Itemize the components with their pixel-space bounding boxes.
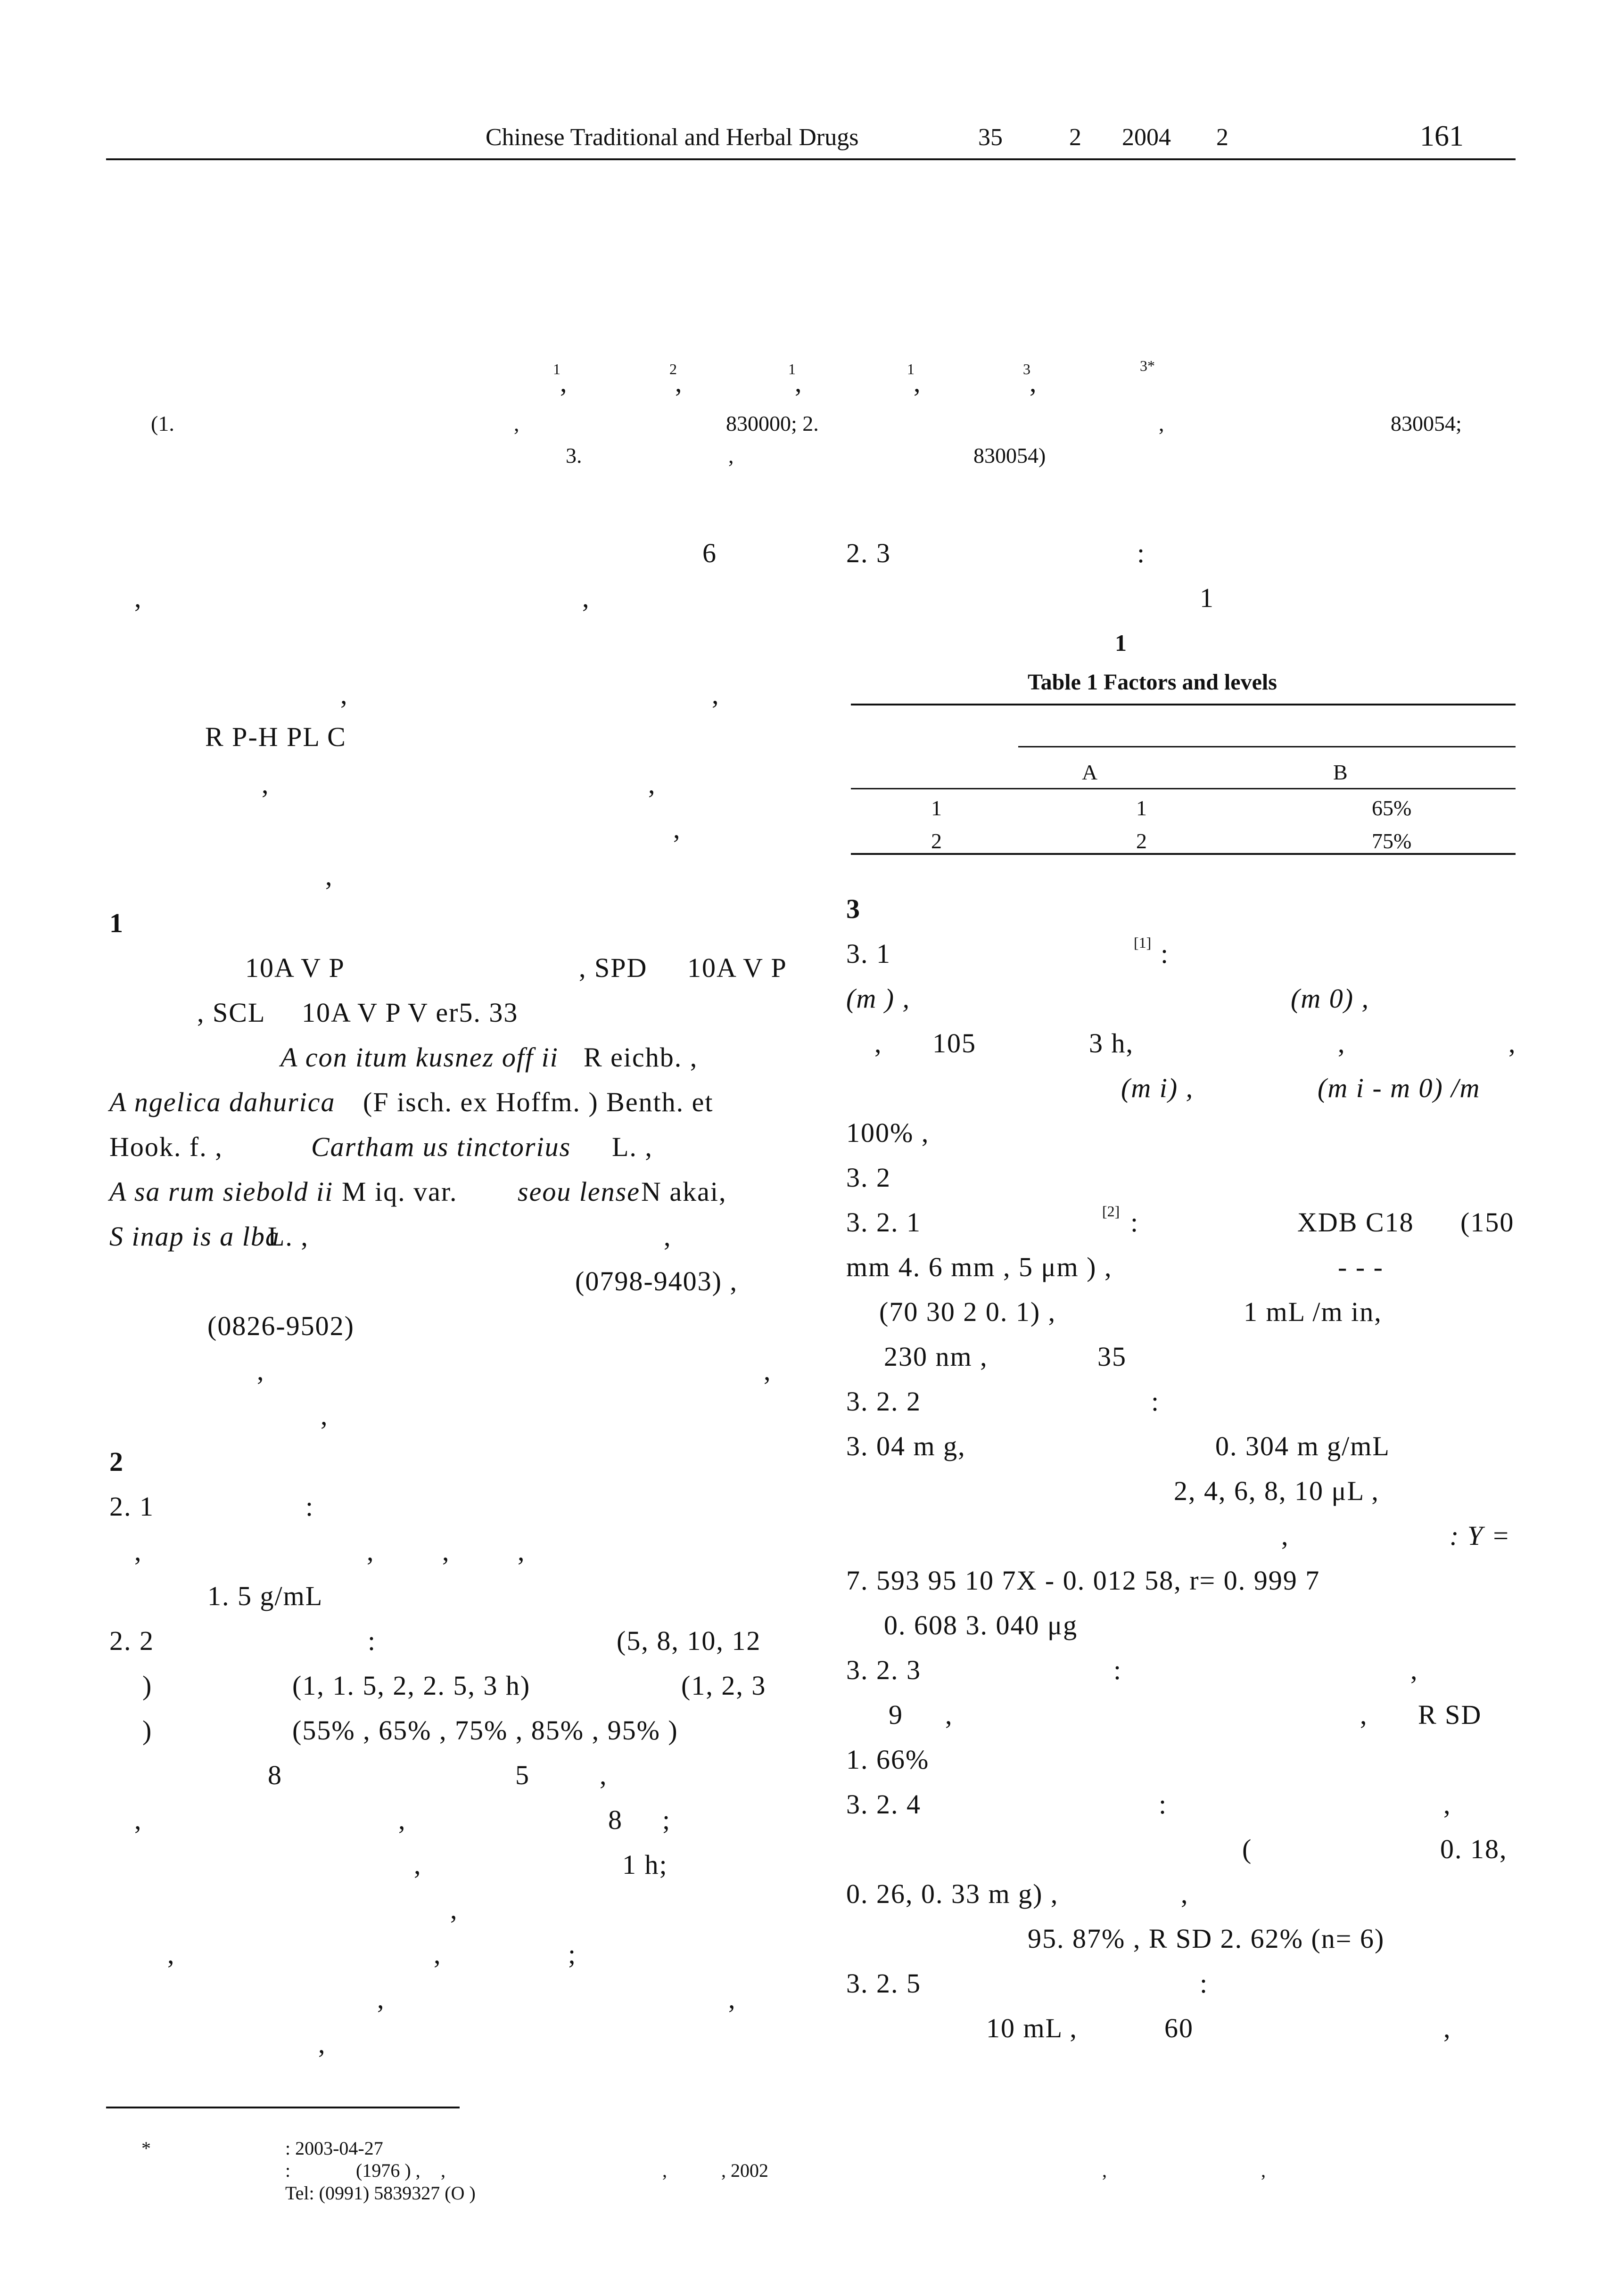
- footnote-bio: , 2002: [721, 2160, 768, 2181]
- text-comma: ,: [764, 1355, 772, 1386]
- species-name: seou lense: [518, 1176, 640, 1207]
- text-comma: ,: [518, 1536, 526, 1566]
- instrument-line: 10A V P V er5. 33: [302, 997, 519, 1028]
- regression-lead: : Y =: [1450, 1520, 1511, 1551]
- affil-1-open: (1.: [151, 411, 174, 435]
- author-sup-3: 1: [788, 361, 796, 377]
- text-comma: ,: [450, 1894, 458, 1925]
- text-comma: ,: [167, 1939, 175, 1969]
- affil-2-postcode: 830054;: [1391, 411, 1462, 435]
- time-value: 60: [1164, 2013, 1194, 2043]
- species-name: S inap is a lba: [109, 1221, 280, 1252]
- instrument-line: , SCL: [197, 997, 266, 1028]
- author-sup-2: 2: [669, 361, 677, 377]
- section-2-2-num: 2. 2: [109, 1625, 154, 1656]
- temperature-value: 105: [932, 1028, 976, 1058]
- author-sup-4: 1: [907, 361, 915, 377]
- table-cell: 2: [1136, 829, 1147, 853]
- section-3-2-4-num: 3. 2. 4: [846, 1789, 921, 1820]
- table-cell: 65%: [1372, 796, 1412, 820]
- text-comma: ,: [874, 1028, 882, 1058]
- abstract-comma: ,: [134, 582, 142, 613]
- journal-month: 2: [1216, 124, 1228, 151]
- section-3-2-3-num: 3. 2. 3: [846, 1655, 921, 1685]
- regression-equation: 7. 593 95 10 7X - 0. 012 58, r= 0. 999 7: [846, 1565, 1320, 1596]
- section-2-2-colon: :: [368, 1625, 377, 1656]
- affil-1-comma: ,: [514, 411, 519, 435]
- text-comma: ,: [134, 1536, 142, 1566]
- affil-2-comma: ,: [1159, 411, 1164, 435]
- text-comma: ,: [134, 1804, 142, 1835]
- text-comma: ,: [1443, 2013, 1451, 2043]
- affil-1-postcode: 830000; 2.: [726, 411, 819, 435]
- repeat-count: 9: [889, 1699, 903, 1730]
- section-3-2-num: 3. 2: [846, 1162, 891, 1193]
- section-3-2-5-colon: :: [1200, 1968, 1209, 1999]
- table-cell: 1: [931, 796, 942, 820]
- text-number: 8: [268, 1760, 282, 1790]
- added-amounts: 0. 18,: [1440, 1834, 1508, 1864]
- affil-3-comma: ,: [728, 443, 734, 467]
- text-comma: ,: [414, 1849, 422, 1880]
- table-cell: 75%: [1372, 829, 1412, 853]
- author-sup-6: 3*: [1140, 357, 1155, 374]
- specimen-number: (0826-9502): [207, 1311, 354, 1341]
- page-number: 161: [1420, 120, 1464, 152]
- rsd-value: 1. 66%: [846, 1744, 930, 1775]
- injection-volumes: 2, 4, 6, 8, 10 μL ,: [1174, 1476, 1379, 1506]
- mobile-phase-dashes: - - -: [1338, 1252, 1384, 1282]
- column-spec: (150: [1460, 1207, 1515, 1238]
- header-rule: [106, 158, 1516, 160]
- method-rphplc: R P-H PL C: [205, 722, 346, 752]
- concentration-value: 0. 304 m g/mL: [1215, 1431, 1390, 1461]
- abstract-comma: ,: [673, 813, 681, 844]
- instrument-line: , SPD: [579, 952, 648, 983]
- section-3-2-3-colon: :: [1113, 1655, 1122, 1685]
- column-spec: mm 4. 6 mm , 5 μm ) ,: [846, 1252, 1113, 1282]
- footnote-star: *: [141, 2138, 151, 2159]
- instrument-line: 10A V P: [245, 952, 345, 983]
- section-3-1-num: 3. 1: [846, 938, 891, 969]
- abstract-comma: ,: [648, 769, 656, 799]
- linear-range: 0. 608 3. 040 μg: [884, 1610, 1078, 1640]
- table-title: Table 1 Factors and levels: [1028, 670, 1277, 695]
- recovery-result: 95. 87% , R SD 2. 62% (n= 6): [1028, 1923, 1385, 1954]
- text-comma: ,: [434, 1939, 442, 1969]
- text-comma: ,: [257, 1355, 265, 1386]
- species-name: A ngelica dahurica: [109, 1087, 336, 1117]
- section-3-heading: 3: [846, 894, 861, 924]
- author-sep-4: ,: [914, 367, 922, 398]
- column-spec: XDB C18: [1297, 1207, 1414, 1238]
- section-3-1-colon: :: [1161, 938, 1170, 969]
- table-cell: 2: [931, 829, 942, 853]
- instrument-line: 10A V P: [687, 952, 787, 983]
- species-author: L. ,: [268, 1221, 309, 1252]
- section-1-heading: 1: [109, 908, 124, 938]
- factor-levels: (55% , 65% , 75% , 85% , 95% ): [292, 1715, 678, 1746]
- author-sep-3: ,: [795, 367, 803, 398]
- wavelength: 230 nm ,: [884, 1341, 988, 1372]
- mass-value: 3. 04 m g,: [846, 1431, 966, 1461]
- species-author: (F isch. ex Hoffm. ) Benth. et: [363, 1087, 714, 1117]
- section-3-2-1-colon: :: [1130, 1207, 1139, 1238]
- section-3-2-4-colon: :: [1159, 1789, 1168, 1820]
- formula-text: (m i) ,: [1121, 1073, 1194, 1103]
- mobile-phase-ratio: (70 30 2 0. 1) ,: [879, 1296, 1056, 1327]
- percent-value: 100% ,: [846, 1117, 930, 1148]
- text-comma: ,: [1281, 1520, 1289, 1551]
- abstract-comma: ,: [262, 769, 270, 799]
- specimen-number: (0798-9403) ,: [575, 1266, 738, 1296]
- column-temp: 35: [1097, 1341, 1127, 1372]
- section-3-2-1-num: 3. 2. 1: [846, 1207, 921, 1238]
- species-author: L. ,: [612, 1132, 653, 1162]
- text-comma: ,: [1102, 2160, 1107, 2181]
- formula-text: (m 0) ,: [1291, 983, 1370, 1014]
- factor-levels: ): [142, 1715, 153, 1746]
- text-comma: ,: [377, 1984, 385, 2014]
- text-number: 5: [515, 1760, 530, 1790]
- text-comma: ,: [728, 1984, 736, 2014]
- added-amounts: 0. 26, 0. 33 m g) ,: [846, 1878, 1059, 1909]
- text-comma: ,: [1360, 1699, 1368, 1730]
- journal-volume: 35: [978, 124, 1003, 151]
- text-comma: ,: [398, 1804, 406, 1835]
- footnote-bio: ,: [662, 2160, 667, 2181]
- section-3-2-5-num: 3. 2. 5: [846, 1968, 921, 1999]
- text-comma: ,: [442, 1536, 450, 1566]
- volume-value: 10 mL ,: [986, 2013, 1078, 2043]
- section-2-heading: 2: [109, 1446, 124, 1477]
- text-comma: ,: [1338, 1028, 1346, 1058]
- species-name: A sa rum siebold ii: [109, 1176, 334, 1207]
- rsd-label: R SD: [1418, 1699, 1482, 1730]
- text-time: 1 h;: [622, 1849, 668, 1880]
- author-sep-2: ,: [675, 367, 683, 398]
- table-span-rule: [1018, 746, 1516, 747]
- species-author: R eichb. ,: [584, 1042, 698, 1073]
- flow-rate: 1 mL /m in,: [1244, 1296, 1382, 1327]
- text-comma: ,: [600, 1760, 608, 1790]
- table-bottom-rule: [851, 853, 1516, 855]
- factor-levels: (5, 8, 10, 12: [617, 1625, 761, 1656]
- text-comma: ,: [945, 1699, 953, 1730]
- table-number: 1: [1115, 630, 1127, 656]
- abstract-comma: ,: [582, 582, 590, 613]
- abstract-comma: ,: [712, 679, 720, 710]
- citation-ref: [1]: [1134, 934, 1152, 951]
- footnote-tel: Tel: (0991) 5839327 (O ): [285, 2182, 476, 2204]
- citation-ref: [2]: [1102, 1203, 1120, 1220]
- text-comma: ,: [1261, 2160, 1266, 2181]
- table-col-header-b: B: [1333, 760, 1348, 784]
- factor-levels: (1, 1. 5, 2, 2. 5, 3 h): [292, 1670, 531, 1701]
- concentration-value: 1. 5 g/mL: [207, 1581, 323, 1611]
- species-author: Hook. f. ,: [109, 1132, 223, 1162]
- journal-issue: 2: [1069, 124, 1081, 151]
- table-header-rule: [851, 788, 1516, 789]
- journal-name: Chinese Traditional and Herbal Drugs: [486, 124, 859, 151]
- text-semicolon: ;: [662, 1804, 671, 1835]
- author-sep-5: ,: [1030, 367, 1038, 398]
- species-name: A con itum kusnez off ii: [280, 1042, 559, 1073]
- section-2-3-num: 2. 3: [846, 538, 891, 568]
- table-cell: 1: [1136, 796, 1147, 820]
- footnote-received-date: : 2003-04-27: [285, 2138, 383, 2159]
- abstract-comma: ,: [325, 861, 333, 891]
- species-author: M iq. var.: [342, 1176, 458, 1207]
- text-comma: ,: [321, 1400, 329, 1431]
- author-sup-5: 3: [1023, 361, 1030, 377]
- section-2-3-colon: :: [1137, 538, 1146, 568]
- text-comma: ,: [1443, 1789, 1451, 1820]
- text-number: 8: [608, 1804, 623, 1835]
- formula-text: (m ) ,: [846, 983, 911, 1014]
- table-ref: 1: [1200, 582, 1214, 613]
- journal-year: 2004: [1122, 124, 1171, 151]
- table-top-rule: [851, 704, 1516, 705]
- species-name: Cartham us tinctorius: [311, 1132, 571, 1162]
- text-comma: ,: [1508, 1028, 1516, 1058]
- factor-levels: ): [142, 1670, 153, 1701]
- text-comma: ,: [318, 2028, 326, 2059]
- abstract-comma: ,: [340, 679, 348, 710]
- species-comma: ,: [664, 1221, 672, 1252]
- factor-levels: (1, 2, 3: [681, 1670, 766, 1701]
- affil-3-postcode: 830054): [973, 443, 1046, 467]
- section-3-2-2-num: 3. 2. 2: [846, 1386, 921, 1417]
- species-author: N akai,: [641, 1176, 727, 1207]
- section-3-2-2-colon: :: [1151, 1386, 1160, 1417]
- text-comma: ,: [367, 1536, 375, 1566]
- footnote-rule: [106, 2107, 460, 2108]
- author-sup-1: 1: [553, 361, 560, 377]
- footnote-bio: :: [285, 2160, 291, 2181]
- footnote-bio: (1976 ) ,: [356, 2160, 420, 2181]
- abstract-num: 6: [702, 538, 717, 568]
- text-semicolon: ;: [568, 1939, 577, 1969]
- text-comma: ,: [1410, 1655, 1418, 1685]
- added-amounts: (: [1242, 1834, 1253, 1864]
- formula-text: (m i - m 0) /m: [1318, 1073, 1481, 1103]
- text-comma: ,: [1181, 1878, 1189, 1909]
- table-col-header-a: A: [1082, 760, 1098, 784]
- time-value: 3 h,: [1089, 1028, 1134, 1058]
- section-2-1-num: 2. 1: [109, 1491, 154, 1522]
- footnote-bio: ,: [441, 2160, 445, 2181]
- affil-3-open: 3.: [566, 443, 582, 467]
- author-sep-1: ,: [560, 367, 568, 398]
- section-2-1-colon: :: [305, 1491, 314, 1522]
